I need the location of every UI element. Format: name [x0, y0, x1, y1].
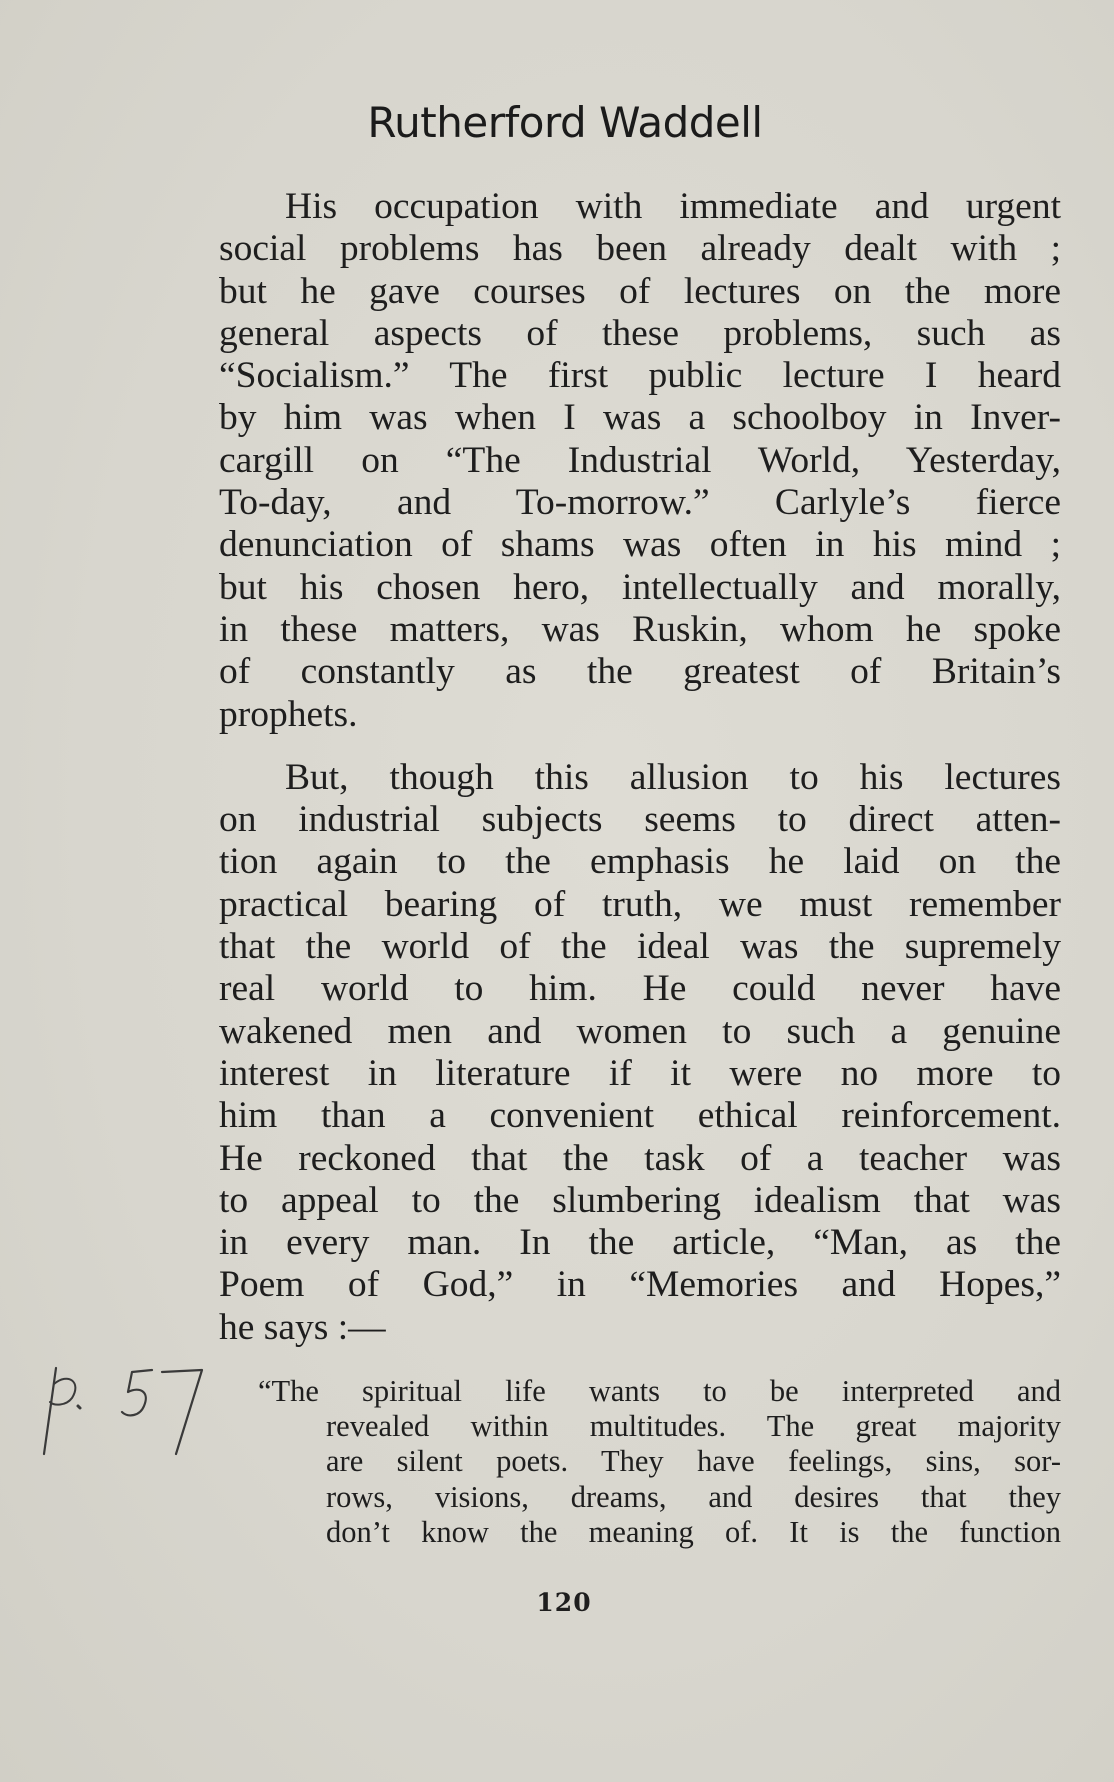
- text-line: in these matters, was Ruskin, whom he spoke: [219, 608, 1061, 650]
- paragraph-2: [219, 757, 1061, 1349]
- text-line: denunciation of shams was often in his mind ;: [219, 524, 1061, 566]
- block-quotation: [258, 1374, 1061, 1550]
- text-line: him than a convenient ethical reinforcement.: [219, 1095, 1061, 1137]
- text-line: in every man. In the article, “Man, as the: [219, 1222, 1061, 1264]
- text-line: but he gave courses of lectures on the more: [219, 270, 1061, 312]
- text-line: to appeal to the slumbering idealism that was: [219, 1179, 1061, 1221]
- text-line: real world to him. He could never have: [219, 968, 1061, 1010]
- paragraph-1: [219, 186, 1061, 736]
- text-line: that the world of the ideal was the supremely: [219, 926, 1061, 968]
- text-line: He reckoned that the task of a teacher was: [219, 1137, 1061, 1179]
- text-line: “Socialism.” The first public lecture I heard: [219, 355, 1061, 397]
- quote-line: revealed within multitudes. The great majority: [326, 1409, 1061, 1444]
- text-line: His occupation with immediate and urgent: [285, 186, 1061, 227]
- text-line: he says :—: [219, 1306, 386, 1348]
- text-line: To-day, and To-morrow.” Carlyle’s fierce: [219, 482, 1061, 524]
- text-line: general aspects of these problems, such as: [219, 312, 1061, 354]
- text-line: by him was when I was a schoolboy in Inver-: [219, 397, 1061, 439]
- text-line: interest in literature if it were no more to: [219, 1052, 1061, 1094]
- text-line: of constantly as the greatest of Britain’s: [219, 651, 1061, 693]
- quote-line: “The spiritual life wants to be interpreted and: [258, 1374, 1061, 1408]
- text-line: Poem of God,” in “Memories and Hopes,”: [219, 1264, 1061, 1306]
- body-text: [219, 186, 1061, 1349]
- handwritten-margin-note: [24, 1362, 224, 1462]
- text-line: But, though this allusion to his lectures: [285, 756, 1061, 798]
- running-head: Rutherford Waddell: [367, 98, 763, 147]
- text-line: on industrial subjects seems to direct atten-: [219, 799, 1061, 841]
- text-line: social problems has been already dealt with ;: [219, 228, 1061, 270]
- paragraph-spacer: [219, 736, 1061, 757]
- quote-line: rows, visions, dreams, and desires that they: [326, 1479, 1061, 1514]
- text-line: practical bearing of truth, we must remember: [219, 883, 1061, 925]
- text-line: but his chosen hero, intellectually and morally,: [219, 566, 1061, 608]
- quote-line: are silent poets. They have feelings, sins, sor-: [326, 1444, 1061, 1479]
- text-line: tion again to the emphasis he laid on the: [219, 841, 1061, 883]
- page-number: 120: [536, 1588, 592, 1617]
- text-line: cargill on “The Industrial World, Yesterday,: [219, 439, 1061, 481]
- quote-line: don’t know the meaning of. It is the function: [326, 1514, 1061, 1549]
- text-line: prophets.: [219, 693, 358, 735]
- text-line: wakened men and women to such a genuine: [219, 1010, 1061, 1052]
